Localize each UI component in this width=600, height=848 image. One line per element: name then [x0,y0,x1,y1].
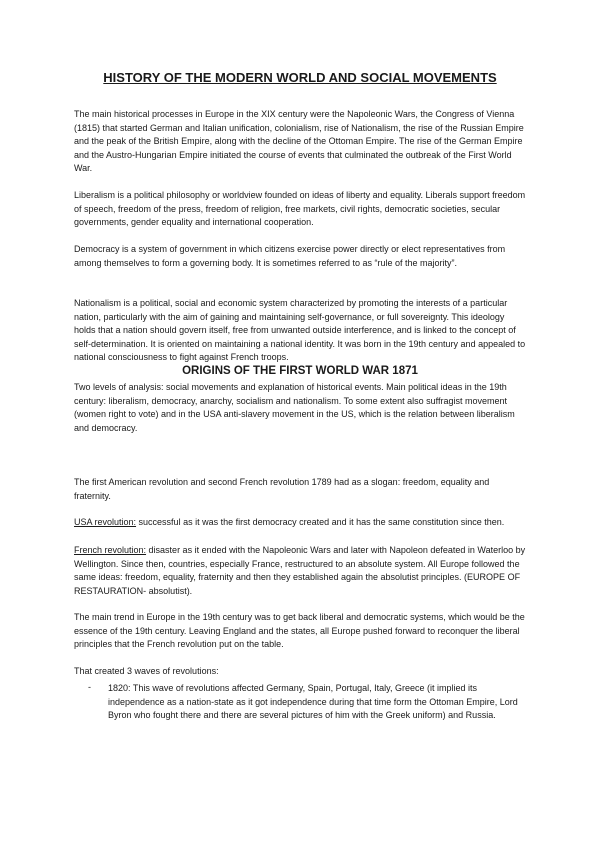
paragraph-usa-revolution [74,516,526,530]
paragraph-first-revolutions: The first American revolution and second French revolution 1789 had as a slogan: freedom, equality and fraternity. [74,477,490,501]
bullet-item-1820: 1820: This wave of revolutions affected Germany, Spain, Portugal, Italy, Greece (it implied its independence as a nation-state as it got independence during that time form the Ottoman Empire, Lord Byron who fought there and there are several pictures of him with the Greek uniform) and Russia. [108,683,518,720]
french-revolution-text: disaster as it ended with the Napoleonic Wars and later with Napoleon defeated in Waterloo by Wellington. Since then, countries, especially France, restructured to an absolute system. All Europe followed the same ideas: freedom, equality, fraternity and then they established again the absolutist principles. (EUROPE OF RESTAURATION- absolutist). [74,545,526,596]
paragraph-historical-processes: The main historical processes in Europe in the XIX century were the Napoleonic Wars, the Congress of Vienna (1815) that started German and Italian unification, colonialism, rise of Nationalism, the rise of the Russian Empire and the peak of the British Empire, along with the decline of the Ottoman Empire. The rise of the German Empire and the Austro-Hungarian Empire initiated the course of events that culminated the outbreak of the First World War. [74,109,524,173]
paragraph-democracy: Democracy is a system of government in which citizens exercise power directly or elect representatives from among themselves to form a governing body. It is sometimes referred to as “rule of the majority”. [74,244,506,268]
paragraph-nationalism: Nationalism is a political, social and economic system characterized by promoting the interests of a particular nation, particularly with the aim of gaining and maintaining self-governance, or full sovereignty. This ideology holds that a nation should govern itself, free from unwanted outside interference, and is linked to the concept of self-determination. It is oriented on maintaining a national identity. It was born in the 19th century and appealed to national consciousness to fight against French troops. [74,298,526,362]
paragraph-analysis-levels: Two levels of analysis: social movements and explanation of historical events. Main political ideas in the 19th century: liberalism, democracy, anarchy, socialism and nationalism. To some extent also suffragist movement (women right to vote) and in the USA anti-slavery movement in the US, which is the relation between liberalism and democracy. [74,382,515,433]
paragraph-french-revolution [74,544,526,598]
bullet-marker: - [88,682,91,692]
document-title: HISTORY OF THE MODERN WORLD AND SOCIAL MOVEMENTS [103,70,497,85]
paragraph-liberalism: Liberalism is a political philosophy or worldview founded on ideas of liberty and equality. Liberals support freedom of speech, freedom of the press, freedom of religion, free markets, civil rights, democratic societies, secular governments, gender equality and international cooperation. [74,190,526,227]
french-revolution-label: French revolution: [74,545,147,555]
paragraph-three-waves: That created 3 waves of revolutions: [74,666,219,676]
paragraph-main-trend: The main trend in Europe in the 19th century was to get back liberal and democratic systems, which would be the essence of the 19th century. Leaving England and the states, all Europe pushed forward to reconquer the liberal principles that the French revolution put on the table. [74,612,525,649]
usa-revolution-label: USA revolution: [74,517,137,527]
section-heading: ORIGINS OF THE FIRST WORLD WAR 1871 [182,365,418,377]
usa-revolution-text: successful as it was the first democracy created and it has the same constitution since then. [136,517,505,527]
